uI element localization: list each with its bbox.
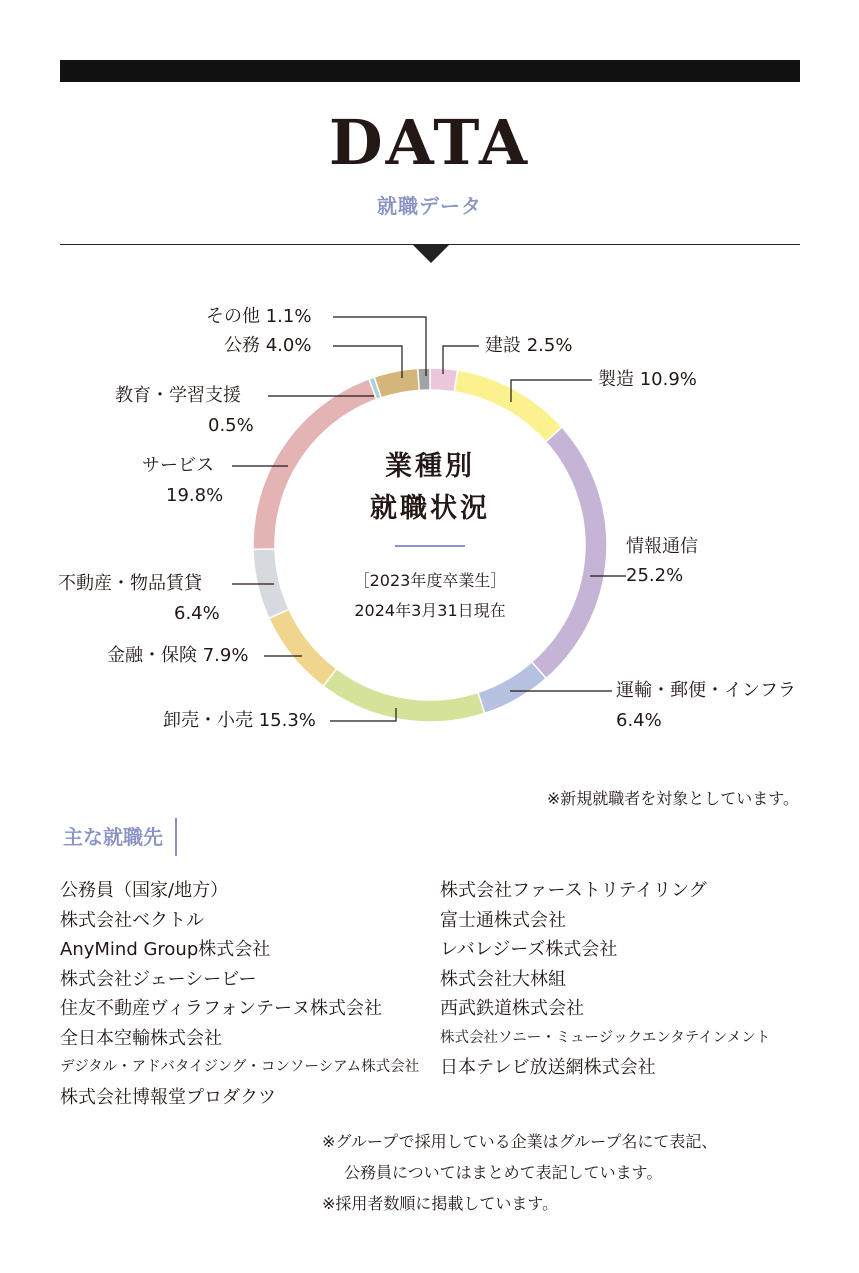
chart-title-line-1: 業種別 xyxy=(385,451,475,482)
employer-item: 住友不動産ヴィラフォンテーヌ株式会社 xyxy=(60,998,383,1019)
employer-item: AnyMind Group株式会社 xyxy=(60,939,271,960)
employers-heading: 主な就職先 xyxy=(63,818,177,856)
donut-slice-1 xyxy=(454,370,562,442)
page-subtitle: 就職データ xyxy=(377,194,482,218)
label-seizo: 製造 10.9% xyxy=(598,369,697,390)
label-unyu-value: 6.4% xyxy=(616,710,662,731)
chart-note-line-2: 2024年3月31日現在 xyxy=(354,601,506,620)
label-joho-name: 情報通信 xyxy=(626,536,698,557)
employer-item: 公務員（国家/地方） xyxy=(60,880,229,901)
donut-slice-2 xyxy=(532,427,607,678)
label-joho-value: 25.2% xyxy=(626,565,684,586)
footnote-line-1: ※グループで採用している企業はグループ名にて表記、 xyxy=(322,1132,718,1151)
donut-slice-10 xyxy=(418,368,430,390)
employer-item: 株式会社大林組 xyxy=(440,968,566,990)
footnote-line-2: 公務員についてはまとめて表記しています。 xyxy=(344,1163,663,1182)
employer-item: 全日本空輸株式会社 xyxy=(60,1027,222,1049)
employer-item: 西武鉄道株式会社 xyxy=(440,998,584,1019)
label-oroshi: 卸売・小売 15.3% xyxy=(163,710,316,731)
chart-title-underline xyxy=(395,545,465,547)
footnotes xyxy=(322,1126,717,1219)
chart-note xyxy=(300,566,560,626)
label-service-name: サービス xyxy=(142,455,214,476)
donut-slice-3 xyxy=(478,662,546,713)
label-kyoiku-value: 0.5% xyxy=(208,415,254,436)
employers-list-left xyxy=(60,876,419,1112)
chart-title-line-2: 就職状況 xyxy=(370,493,490,524)
employers-list-right xyxy=(440,876,770,1083)
label-kinyu: 金融・保険 7.9% xyxy=(107,645,249,666)
label-unyu-name: 運輸・郵便・インフラ xyxy=(616,680,796,701)
employer-item: 株式会社ファーストリテイリング xyxy=(440,880,707,901)
employer-item: デジタル・アドバタイジング・コンソーシアム株式会社 xyxy=(60,1059,420,1075)
label-kensetsu: 建設 2.5% xyxy=(485,335,573,356)
label-service-value: 19.8% xyxy=(166,485,224,506)
chart-title xyxy=(330,446,530,530)
employer-item: レバレジーズ株式会社 xyxy=(440,939,618,960)
label-komu: 公務 4.0% xyxy=(224,335,312,356)
donut-slice-0 xyxy=(430,368,458,392)
donut-slice-9 xyxy=(374,368,419,397)
employer-item: 株式会社ベクトル xyxy=(60,909,204,931)
label-fudosan-name: 不動産・物品賃貸 xyxy=(58,573,202,594)
employer-item: 株式会社ジェーシービー xyxy=(60,968,257,990)
employer-item: 日本テレビ放送網株式会社 xyxy=(440,1057,656,1078)
footnote-line-3: ※採用者数順に掲載しています。 xyxy=(322,1194,559,1213)
top-bar xyxy=(60,60,800,82)
new-graduates-note: ※新規就職者を対象としています。 xyxy=(546,789,799,808)
employer-item: 株式会社ソニー・ミュージックエンタテインメント xyxy=(440,1029,771,1046)
employer-item: 株式会社博報堂プロダクツ xyxy=(60,1086,276,1108)
down-arrow-icon xyxy=(413,245,449,263)
page-title: DATA xyxy=(328,106,531,179)
employer-item: 富士通株式会社 xyxy=(440,909,566,931)
chart-note-line-1: ［2023年度卒業生］ xyxy=(353,571,507,590)
label-fudosan-value: 6.4% xyxy=(174,603,220,624)
label-sonota: その他 1.1% xyxy=(206,306,312,327)
label-kyoiku-name: 教育・学習支援 xyxy=(115,385,241,406)
donut-slice-4 xyxy=(323,669,484,722)
